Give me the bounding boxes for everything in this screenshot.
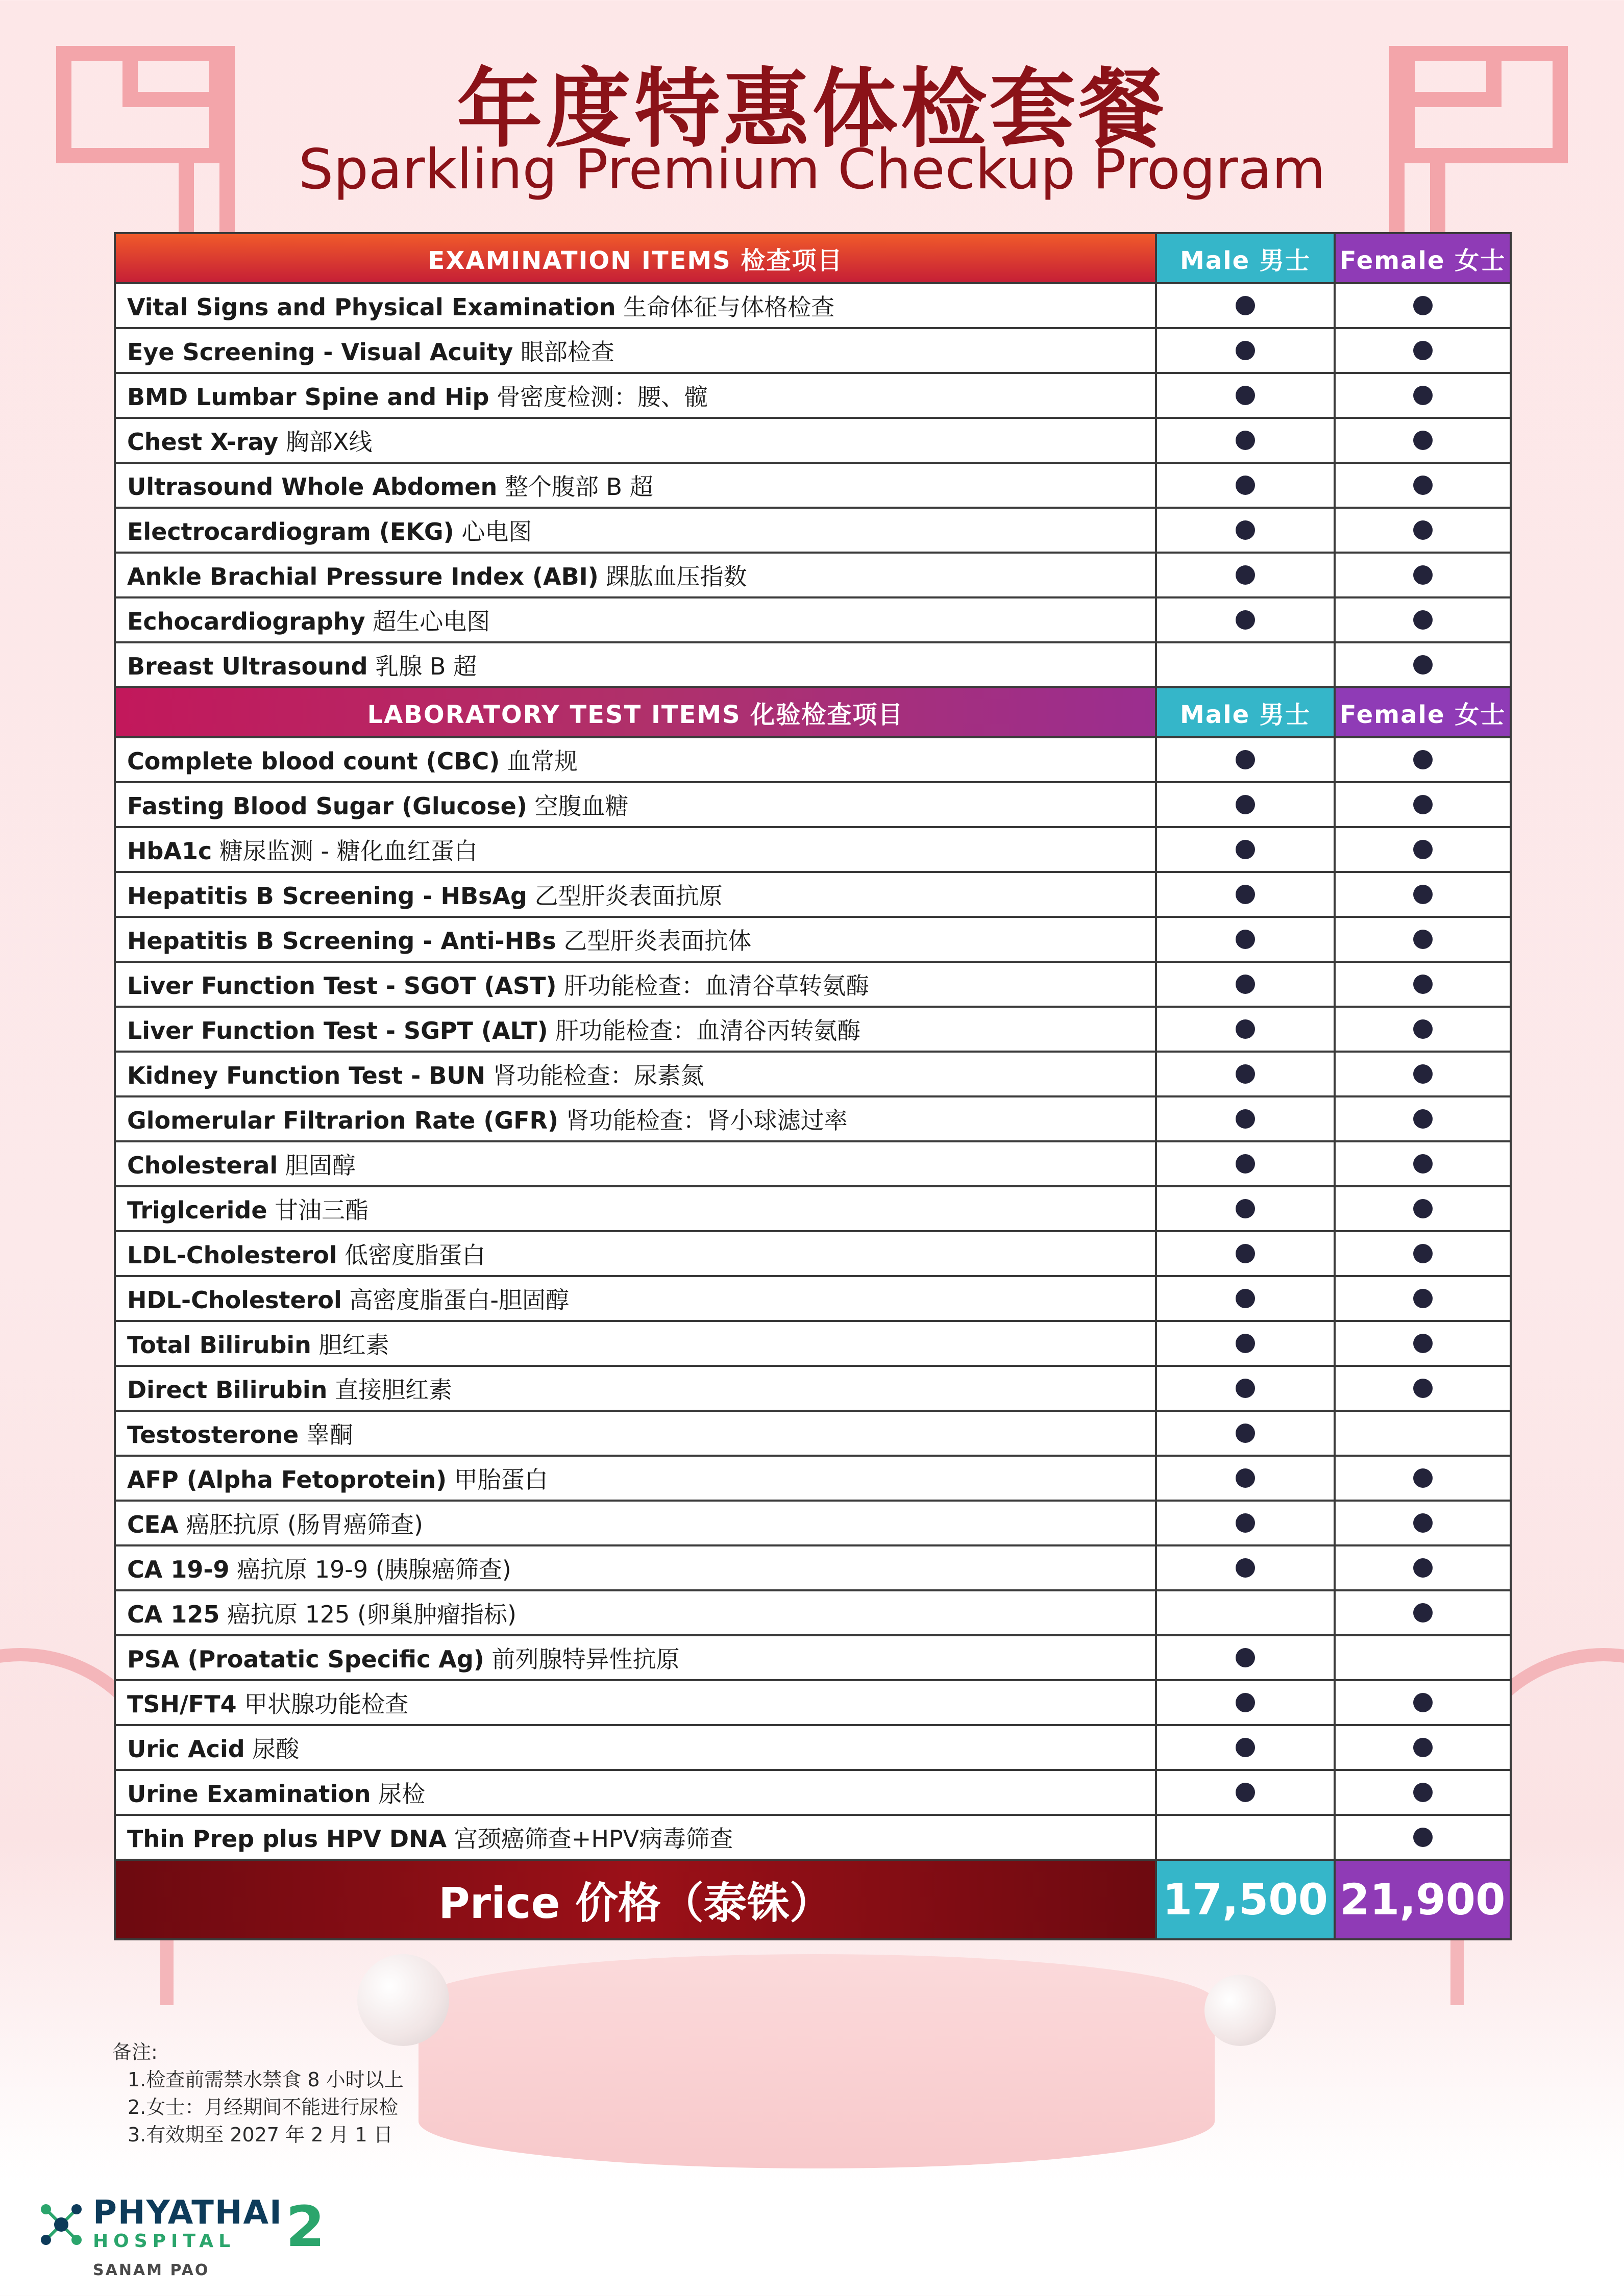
- female-mark-cell: [1335, 1770, 1511, 1815]
- included-dot-icon: [1236, 610, 1255, 630]
- included-dot-icon: [1413, 1513, 1433, 1533]
- included-dot-icon: [1236, 1783, 1255, 1802]
- included-dot-icon: [1413, 386, 1433, 405]
- table-row: [115, 782, 1511, 827]
- page-title: 年度特惠体检套餐: [457, 59, 1167, 159]
- male-mark-cell: [1156, 1635, 1335, 1680]
- included-dot-icon: [1236, 885, 1255, 904]
- table-row: [115, 1770, 1511, 1815]
- male-mark-cell: [1156, 1231, 1335, 1276]
- item-name: [115, 1545, 1156, 1590]
- male-mark-cell: [1156, 1456, 1335, 1501]
- item-name: [115, 917, 1156, 962]
- item-name: [115, 1770, 1156, 1815]
- item-name-en: BMD Lumbar Spine and Hip: [127, 383, 489, 411]
- item-name: [115, 328, 1156, 373]
- included-dot-icon: [1413, 296, 1433, 315]
- table-row: [115, 1635, 1511, 1680]
- female-mark-cell: [1335, 737, 1511, 782]
- note-item: 3.有效期至 2027 年 2 月 1 日: [128, 2124, 393, 2146]
- checkup-table: [114, 232, 1512, 1940]
- included-dot-icon: [1236, 565, 1255, 585]
- price-row: [115, 1860, 1511, 1939]
- female-mark-cell: [1335, 1321, 1511, 1366]
- included-dot-icon: [1413, 1738, 1433, 1757]
- included-dot-icon: [1236, 1244, 1255, 1263]
- female-mark-cell: [1335, 1007, 1511, 1052]
- included-dot-icon: [1413, 565, 1433, 585]
- price-female: 21,900: [1335, 1860, 1511, 1939]
- female-mark-cell: [1335, 418, 1511, 463]
- item-name: [115, 597, 1156, 642]
- lab-header-row: [115, 687, 1511, 737]
- item-name-en: CA 125: [127, 1601, 220, 1628]
- table-row: [115, 1501, 1511, 1545]
- item-name: [115, 553, 1156, 597]
- item-name: [115, 1141, 1156, 1186]
- included-dot-icon: [1236, 1154, 1255, 1174]
- item-name-cn: 眼部检查: [513, 338, 614, 366]
- included-dot-icon: [1413, 610, 1433, 630]
- item-name-en: Direct Bilirubin: [127, 1376, 328, 1404]
- male-mark-cell: [1156, 553, 1335, 597]
- page-subtitle: Sparkling Premium Checkup Program: [298, 138, 1326, 202]
- included-dot-icon: [1413, 1558, 1433, 1578]
- item-name: [115, 1680, 1156, 1725]
- item-name-en: Glomerular Filtrarion Rate (GFR): [127, 1107, 559, 1134]
- lab-header-female: Female 女士: [1335, 687, 1511, 737]
- female-mark-cell: [1335, 1141, 1511, 1186]
- included-dot-icon: [1236, 1064, 1255, 1084]
- item-name-en: Eye Screening - Visual Acuity: [127, 338, 513, 366]
- item-name-en: Testosterone: [127, 1421, 299, 1449]
- female-mark-cell: [1335, 642, 1511, 687]
- item-name-en: PSA (Proatatic Specific Ag): [127, 1645, 484, 1673]
- ornament-ball: [357, 1954, 449, 2046]
- female-mark-cell: [1335, 1276, 1511, 1321]
- included-dot-icon: [1413, 341, 1433, 360]
- female-mark-cell: [1335, 553, 1511, 597]
- item-name-cn: 宫颈癌筛查+HPV病毒筛查: [447, 1825, 733, 1853]
- included-dot-icon: [1236, 341, 1255, 360]
- table-row: [115, 737, 1511, 782]
- male-mark-cell: [1156, 1007, 1335, 1052]
- female-mark-cell: [1335, 463, 1511, 508]
- pedestal: [419, 1954, 1215, 2168]
- item-name-en: Hepatitis B Screening - HBsAg: [127, 882, 527, 910]
- female-mark-cell: [1335, 1096, 1511, 1141]
- male-mark-cell: [1156, 1276, 1335, 1321]
- female-mark-cell: [1335, 283, 1511, 328]
- table-row: [115, 418, 1511, 463]
- item-name-en: HbA1c: [127, 837, 212, 865]
- female-mark-cell: [1335, 1366, 1511, 1411]
- exam-header-items: EXAMINATION ITEMS 检查项目: [115, 233, 1156, 283]
- male-mark-cell: [1156, 373, 1335, 418]
- female-mark-cell: [1335, 1680, 1511, 1725]
- male-mark-cell: [1156, 463, 1335, 508]
- item-name: [115, 1096, 1156, 1141]
- included-dot-icon: [1413, 885, 1433, 904]
- item-name-cn: 癌抗原 125 (卵巢肿瘤指标): [219, 1601, 516, 1628]
- item-name-cn: 直接胆红素: [327, 1376, 452, 1404]
- table-row: [115, 328, 1511, 373]
- item-name: [115, 1590, 1156, 1635]
- item-name-cn: 肾功能检查：肾小球滤过率: [558, 1107, 848, 1134]
- included-dot-icon: [1413, 1019, 1433, 1039]
- male-mark-cell: [1156, 737, 1335, 782]
- male-mark-cell: [1156, 872, 1335, 917]
- included-dot-icon: [1413, 1199, 1433, 1218]
- item-name: [115, 463, 1156, 508]
- male-mark-cell: [1156, 1096, 1335, 1141]
- item-name-cn: 血常规: [500, 747, 578, 775]
- included-dot-icon: [1236, 1648, 1255, 1667]
- item-name: [115, 283, 1156, 328]
- item-name: [115, 508, 1156, 553]
- item-name-en: Liver Function Test - SGOT (AST): [127, 972, 557, 1000]
- lab-header-male: Male 男士: [1156, 687, 1335, 737]
- included-dot-icon: [1236, 1693, 1255, 1712]
- item-name-en: CEA: [127, 1511, 179, 1538]
- lab-header-items: LABORATORY TEST ITEMS 化验检查项目: [115, 687, 1156, 737]
- item-name: [115, 872, 1156, 917]
- exam-header-row: [115, 233, 1511, 283]
- item-name-en: Thin Prep plus HPV DNA: [127, 1825, 447, 1853]
- female-mark-cell: [1335, 1186, 1511, 1231]
- male-mark-cell: [1156, 283, 1335, 328]
- item-name-en: HDL-Cholesterol: [127, 1286, 342, 1314]
- female-mark-cell: [1335, 872, 1511, 917]
- item-name: [115, 373, 1156, 418]
- item-name: [115, 1186, 1156, 1231]
- item-name: [115, 1231, 1156, 1276]
- item-name: [115, 642, 1156, 687]
- item-name: [115, 418, 1156, 463]
- female-mark-cell: [1335, 962, 1511, 1007]
- table-row: [115, 463, 1511, 508]
- male-mark-cell: [1156, 597, 1335, 642]
- female-mark-cell: [1335, 328, 1511, 373]
- included-dot-icon: [1413, 975, 1433, 994]
- male-mark-cell: [1156, 1770, 1335, 1815]
- female-mark-cell: [1335, 1231, 1511, 1276]
- included-dot-icon: [1413, 1109, 1433, 1129]
- logo-name: PHYATHAI: [93, 2194, 283, 2232]
- note-item: 1.检查前需禁水禁食 8 小时以上: [128, 2068, 404, 2091]
- table-row: [115, 642, 1511, 687]
- item-name: [115, 827, 1156, 872]
- item-name-cn: 低密度脂蛋白: [337, 1241, 486, 1269]
- item-name-en: Triglceride: [127, 1196, 267, 1224]
- item-name-en: Ultrasound Whole Abdomen: [127, 473, 498, 501]
- item-name: [115, 1815, 1156, 1860]
- logo-branch: SANAM PAO: [93, 2261, 210, 2279]
- included-dot-icon: [1413, 1828, 1433, 1847]
- price-label: Price 价格（泰铢）: [115, 1860, 1156, 1939]
- item-name-cn: 癌抗原 19-9 (胰腺癌筛查): [229, 1556, 511, 1583]
- item-name: [115, 1366, 1156, 1411]
- male-mark-cell: [1156, 1186, 1335, 1231]
- price-male: 17,500: [1156, 1860, 1335, 1939]
- item-name: [115, 1052, 1156, 1096]
- male-mark-cell: [1156, 418, 1335, 463]
- table-row: [115, 917, 1511, 962]
- male-mark-cell: [1156, 1725, 1335, 1770]
- item-name-cn: 尿酸: [244, 1735, 300, 1763]
- female-mark-cell: [1335, 597, 1511, 642]
- item-name-cn: 胆固醇: [278, 1152, 356, 1179]
- male-mark-cell: [1156, 962, 1335, 1007]
- item-name-en: CA 19-9: [127, 1556, 230, 1583]
- included-dot-icon: [1413, 1693, 1433, 1712]
- item-name-cn: 踝肱血压指数: [598, 563, 747, 590]
- table-row: [115, 508, 1511, 553]
- female-mark-cell: [1335, 1052, 1511, 1096]
- included-dot-icon: [1413, 1603, 1433, 1623]
- male-mark-cell: [1156, 1321, 1335, 1366]
- item-name-en: Uric Acid: [127, 1735, 245, 1763]
- male-mark-cell: [1156, 1815, 1335, 1860]
- notes-title: 备注:: [112, 2041, 158, 2063]
- item-name-cn: 心电图: [454, 518, 532, 545]
- female-mark-cell: [1335, 1725, 1511, 1770]
- included-dot-icon: [1236, 1019, 1255, 1039]
- male-mark-cell: [1156, 508, 1335, 553]
- table-row: [115, 1545, 1511, 1590]
- included-dot-icon: [1236, 930, 1255, 949]
- included-dot-icon: [1236, 476, 1255, 495]
- item-name-cn: 甲胎蛋白: [447, 1466, 548, 1493]
- item-name-cn: 乙型肝炎表面抗体: [556, 927, 752, 955]
- item-name-en: Complete blood count (CBC): [127, 747, 500, 775]
- female-mark-cell: [1335, 1501, 1511, 1545]
- table-row: [115, 1321, 1511, 1366]
- item-name-cn: 空腹血糖: [527, 792, 629, 820]
- item-name-cn: 骨密度检测：腰、髋: [489, 383, 708, 411]
- male-mark-cell: [1156, 642, 1335, 687]
- included-dot-icon: [1413, 930, 1433, 949]
- item-name-cn: 肾功能检查：尿素氮: [485, 1062, 704, 1089]
- item-name-en: Total Bilirubin: [127, 1331, 311, 1359]
- male-mark-cell: [1156, 1545, 1335, 1590]
- male-mark-cell: [1156, 782, 1335, 827]
- included-dot-icon: [1413, 840, 1433, 859]
- table-row: [115, 1590, 1511, 1635]
- included-dot-icon: [1236, 1109, 1255, 1129]
- included-dot-icon: [1236, 431, 1255, 450]
- item-name-cn: 乳腺 B 超: [367, 653, 477, 680]
- included-dot-icon: [1413, 1334, 1433, 1353]
- table-row: [115, 872, 1511, 917]
- male-mark-cell: [1156, 1680, 1335, 1725]
- table-row: [115, 553, 1511, 597]
- male-mark-cell: [1156, 1411, 1335, 1456]
- exam-header-male: Male 男士: [1156, 233, 1335, 283]
- female-mark-cell: [1335, 1815, 1511, 1860]
- exam-header-female: Female 女士: [1335, 233, 1511, 283]
- molecule-icon: [36, 2199, 87, 2250]
- female-mark-cell: [1335, 782, 1511, 827]
- item-name-en: Urine Examination: [127, 1780, 371, 1808]
- table-row: [115, 1231, 1511, 1276]
- item-name: [115, 1007, 1156, 1052]
- male-mark-cell: [1156, 328, 1335, 373]
- item-name-cn: 整个腹部 B 超: [497, 473, 653, 501]
- item-name-en: Echocardiography: [127, 608, 365, 635]
- female-mark-cell: [1335, 1545, 1511, 1590]
- table-row: [115, 1366, 1511, 1411]
- item-name-en: Vital Signs and Physical Examination: [127, 293, 616, 321]
- item-name-en: TSH/FT4: [127, 1690, 237, 1718]
- item-name-cn: 超生心电图: [365, 608, 490, 635]
- item-name-cn: 糖尿监测 - 糖化血红蛋白: [212, 837, 478, 865]
- included-dot-icon: [1236, 1468, 1255, 1488]
- male-mark-cell: [1156, 1141, 1335, 1186]
- item-name-cn: 高密度脂蛋白-胆固醇: [341, 1286, 570, 1314]
- included-dot-icon: [1236, 386, 1255, 405]
- table-row: [115, 1141, 1511, 1186]
- item-name-en: LDL-Cholesterol: [127, 1241, 337, 1269]
- table-row: [115, 283, 1511, 328]
- table-row: [115, 1186, 1511, 1231]
- included-dot-icon: [1236, 750, 1255, 769]
- included-dot-icon: [1236, 1289, 1255, 1308]
- hospital-logo: [36, 2194, 342, 2286]
- table-row: [115, 1456, 1511, 1501]
- notes: [112, 2038, 404, 2149]
- item-name: [115, 1725, 1156, 1770]
- item-name: [115, 782, 1156, 827]
- included-dot-icon: [1236, 795, 1255, 814]
- included-dot-icon: [1413, 655, 1433, 675]
- female-mark-cell: [1335, 917, 1511, 962]
- ornament-ball: [1204, 1975, 1276, 2046]
- included-dot-icon: [1413, 1783, 1433, 1802]
- item-name-cn: 肝功能检查：血清谷丙转氨酶: [548, 1017, 861, 1044]
- table-row: [115, 1007, 1511, 1052]
- included-dot-icon: [1236, 840, 1255, 859]
- item-name-en: Ankle Brachial Pressure Index (ABI): [127, 563, 599, 590]
- item-name: [115, 1411, 1156, 1456]
- item-name: [115, 962, 1156, 1007]
- table-row: [115, 827, 1511, 872]
- item-name-en: Breast Ultrasound: [127, 653, 368, 680]
- item-name-cn: 甘油三酯: [267, 1196, 369, 1224]
- female-mark-cell: [1335, 508, 1511, 553]
- male-mark-cell: [1156, 917, 1335, 962]
- item-name-en: Chest X-ray: [127, 428, 279, 456]
- female-mark-cell: [1335, 827, 1511, 872]
- male-mark-cell: [1156, 1052, 1335, 1096]
- included-dot-icon: [1236, 296, 1255, 315]
- included-dot-icon: [1236, 975, 1255, 994]
- item-name: [115, 1501, 1156, 1545]
- item-name-cn: 甲状腺功能检查: [236, 1690, 409, 1718]
- table-row: [115, 1725, 1511, 1770]
- included-dot-icon: [1236, 1424, 1255, 1443]
- table-row: [115, 1276, 1511, 1321]
- table-row: [115, 597, 1511, 642]
- item-name-en: Fasting Blood Sugar (Glucose): [127, 792, 527, 820]
- included-dot-icon: [1236, 520, 1255, 540]
- included-dot-icon: [1413, 1064, 1433, 1084]
- item-name-cn: 癌胚抗原 (肠胃癌筛查): [178, 1511, 423, 1538]
- included-dot-icon: [1413, 1379, 1433, 1398]
- female-mark-cell: [1335, 1411, 1511, 1456]
- item-name-cn: 睾酮: [299, 1421, 353, 1449]
- table-row: [115, 1052, 1511, 1096]
- included-dot-icon: [1236, 1334, 1255, 1353]
- logo-number: 2: [286, 2194, 325, 2259]
- included-dot-icon: [1236, 1513, 1255, 1533]
- table-row: [115, 1096, 1511, 1141]
- included-dot-icon: [1413, 750, 1433, 769]
- included-dot-icon: [1413, 1154, 1433, 1174]
- female-mark-cell: [1335, 1635, 1511, 1680]
- female-mark-cell: [1335, 1590, 1511, 1635]
- item-name: [115, 1321, 1156, 1366]
- male-mark-cell: [1156, 1590, 1335, 1635]
- item-name-cn: 胆红素: [311, 1331, 389, 1359]
- included-dot-icon: [1236, 1558, 1255, 1578]
- male-mark-cell: [1156, 1501, 1335, 1545]
- table-row: [115, 373, 1511, 418]
- item-name: [115, 1635, 1156, 1680]
- included-dot-icon: [1413, 476, 1433, 495]
- included-dot-icon: [1413, 1468, 1433, 1488]
- item-name: [115, 1456, 1156, 1501]
- item-name-en: Cholesteral: [127, 1152, 278, 1179]
- item-name-cn: 前列腺特异性抗原: [484, 1645, 680, 1673]
- included-dot-icon: [1413, 431, 1433, 450]
- male-mark-cell: [1156, 1366, 1335, 1411]
- included-dot-icon: [1413, 795, 1433, 814]
- table-row: [115, 1815, 1511, 1860]
- included-dot-icon: [1413, 1289, 1433, 1308]
- item-name-en: Kidney Function Test - BUN: [127, 1062, 486, 1089]
- item-name-cn: 胸部X线: [278, 428, 373, 456]
- item-name-en: Electrocardiogram (EKG): [127, 518, 454, 545]
- item-name-en: Hepatitis B Screening - Anti-HBs: [127, 927, 556, 955]
- male-mark-cell: [1156, 827, 1335, 872]
- logo-sub: HOSPITAL: [93, 2231, 236, 2252]
- included-dot-icon: [1236, 1738, 1255, 1757]
- item-name-cn: 尿检: [371, 1780, 426, 1808]
- included-dot-icon: [1413, 520, 1433, 540]
- item-name-cn: 乙型肝炎表面抗原: [527, 882, 723, 910]
- item-name-en: Liver Function Test - SGPT (ALT): [127, 1017, 548, 1044]
- item-name-cn: 肝功能检查：血清谷草转氨酶: [556, 972, 870, 1000]
- table-row: [115, 1680, 1511, 1725]
- table-row: [115, 1411, 1511, 1456]
- female-mark-cell: [1335, 373, 1511, 418]
- item-name: [115, 737, 1156, 782]
- included-dot-icon: [1413, 1244, 1433, 1263]
- item-name-en: AFP (Alpha Fetoprotein): [127, 1466, 447, 1493]
- female-mark-cell: [1335, 1456, 1511, 1501]
- item-name: [115, 1276, 1156, 1321]
- item-name-cn: 生命体征与体格检查: [616, 293, 835, 321]
- note-item: 2.女士：月经期间不能进行尿检: [128, 2096, 399, 2118]
- table-row: [115, 962, 1511, 1007]
- included-dot-icon: [1236, 1379, 1255, 1398]
- included-dot-icon: [1236, 1199, 1255, 1218]
